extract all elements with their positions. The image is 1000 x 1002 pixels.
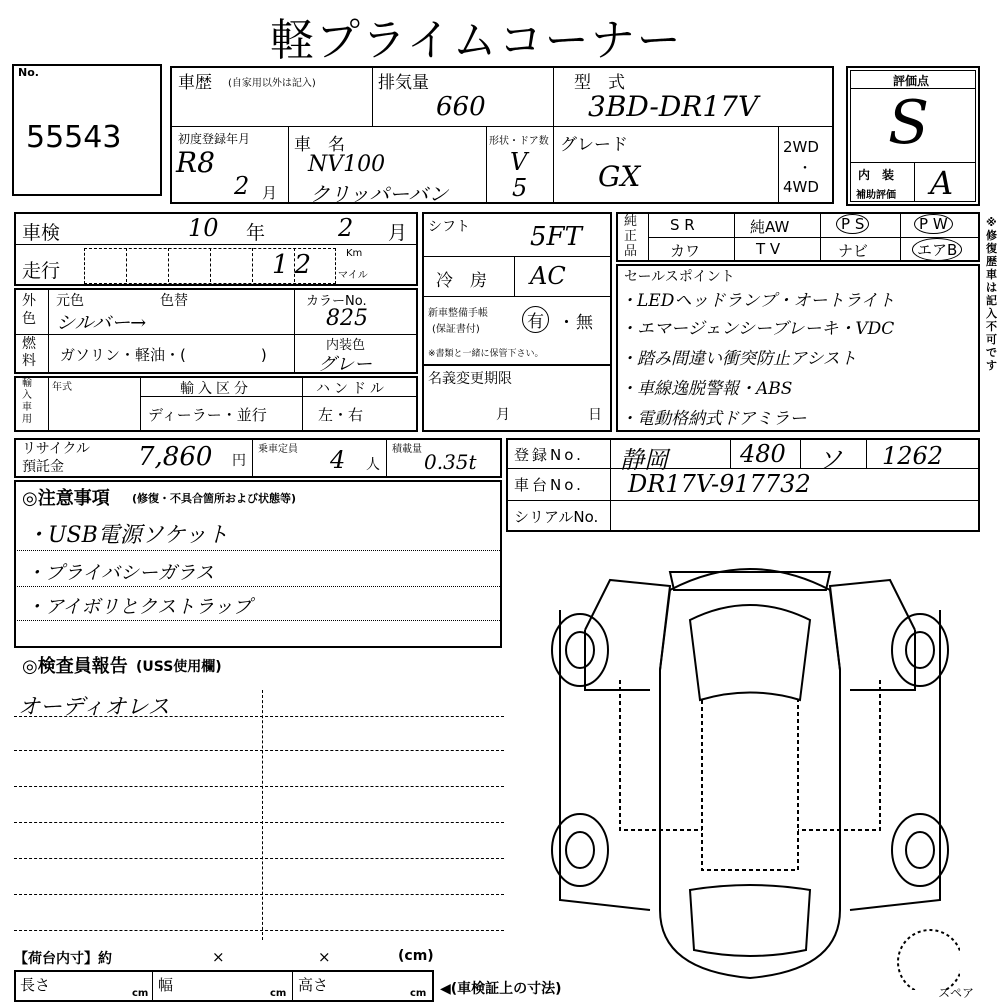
name-change-label: 名義変更期限 (428, 371, 512, 387)
inspection-month: 2 (338, 214, 354, 242)
score-value: S (888, 88, 930, 158)
equip-navi: ナビ (838, 242, 869, 260)
note-3: ・アイボリとクストラップ (26, 596, 252, 618)
chassis-value: DR17V-917732 (628, 470, 811, 498)
first-reg-month-unit: 月 (262, 184, 278, 202)
import-category-label: 輸入区分 (180, 381, 252, 397)
interior-score-label1: 内 装 (858, 168, 895, 182)
color-side-label: 外色 (22, 293, 36, 327)
history-note: (自家用以外は記入) (228, 78, 316, 89)
side-note: ※修復歴車は記入不可です (986, 216, 997, 372)
dims-note: ◀(車検証上の寸法) (440, 981, 562, 997)
handle-value: 左・右 (318, 406, 364, 424)
color-code-label: カラーNo. (306, 294, 367, 309)
equip-tv: T V (756, 240, 781, 258)
registration-class: 480 (740, 440, 786, 468)
manual-yes: 有 (522, 306, 549, 333)
mileage-unit-mile: マイル (338, 270, 368, 281)
manual-no: 無 (576, 313, 593, 333)
inspector-label: ◎検査員報告 (22, 656, 128, 677)
chassis-label: 車台No. (514, 476, 584, 494)
equip-airbag: エアB (912, 238, 962, 261)
import-side-label: 輸入車用 (22, 378, 32, 425)
color-value: シルバー→ (56, 312, 147, 334)
note-1: ・USB電源ソケット (26, 523, 229, 548)
manual-note: ※書類と一緒に保管下さい。 (428, 349, 544, 359)
lot-no-label: No. (18, 66, 39, 79)
load-value: 0.35t (424, 450, 477, 474)
shape-value: V (510, 148, 528, 176)
first-reg-month: 2 (234, 172, 250, 200)
dims-width-cm: cm (270, 988, 287, 999)
first-reg-label: 初度登録年月 (178, 132, 251, 146)
serial-label: シリアルNo. (514, 508, 599, 526)
cargo-x2: × (318, 948, 331, 966)
grade-label: グレード (560, 135, 628, 155)
sales-points-label: セールスポイント (624, 269, 735, 285)
fuel-options: ガソリン・軽油・( ) (60, 346, 267, 364)
notes-sub: (修復・不具合箇所および状態等) (132, 492, 297, 505)
mileage-label: 走行 (22, 260, 61, 282)
inspection-year-unit: 年 (246, 222, 266, 244)
sales-point-4: ・車線逸脱警報・ABS (620, 379, 793, 399)
dims-width: 幅 (158, 976, 174, 994)
drive-dot: ・ (798, 161, 812, 177)
shift-value: 5FT (530, 222, 582, 252)
capacity-label: 乗車定員 (258, 444, 298, 455)
drive-2wd: 2WD (783, 138, 819, 156)
fuel-side-label: 燃料 (22, 336, 36, 369)
car-name-line1: NV100 (308, 152, 386, 177)
displacement-value: 660 (436, 92, 486, 122)
dims-length-cm: cm (132, 988, 149, 999)
name-change-month: 月 (496, 407, 510, 423)
cargo-x1: × (212, 948, 225, 966)
interior-color-label: 内装色 (326, 338, 366, 353)
shift-label: シフト (428, 219, 470, 235)
inspection-label: 車検 (22, 222, 61, 244)
registration-kana: ソ (818, 446, 842, 474)
manual-label2: (保証書付) (432, 324, 480, 335)
sales-point-2: ・エマージェンシーブレーキ・VDC (620, 319, 895, 339)
displacement-label: 排気量 (378, 73, 429, 93)
mileage-value: 12 (272, 250, 318, 280)
capacity-unit: 人 (366, 457, 380, 473)
ac-value: AC (530, 262, 566, 290)
equip-jun-aw: 純AW (750, 218, 790, 236)
capacity-value: 4 (330, 446, 346, 474)
recycle-label1: リサイクル (22, 441, 91, 457)
model-value: 3BD-DR17V (588, 90, 759, 123)
ac-label: 冷 房 (436, 271, 487, 291)
score-label: 評価点 (893, 74, 930, 88)
car-diagram (540, 550, 960, 990)
manual-label1: 新車整備手帳 (428, 308, 488, 319)
inspector-text: オーディオレス (18, 695, 170, 720)
page-title: 軽プライムコーナー (270, 15, 683, 66)
note-2: ・プライバシーガラス (26, 562, 215, 584)
inspection-year: 10 (188, 214, 219, 242)
color-code: 825 (326, 306, 368, 331)
equip-sr: S R (670, 216, 695, 234)
car-name-line2: クリッパーバン (310, 182, 449, 206)
doors-value: 5 (512, 174, 528, 202)
sales-point-1: ・LEDヘッドランプ・オートライト (620, 291, 895, 311)
manual-sep: ・ (558, 313, 575, 333)
lot-number: 55543 (26, 120, 122, 155)
equip-jun-label: 純正品 (624, 214, 638, 259)
notes-label: ◎注意事項 (22, 488, 110, 509)
cargo-unit: (cm) (398, 948, 434, 964)
equip-pw: P W (914, 214, 953, 234)
inspection-month-unit: 月 (388, 222, 408, 244)
sales-point-5: ・電動格納式ドアミラー (620, 409, 807, 429)
lot-number-box (12, 64, 162, 196)
recycle-value: 7,860 (138, 442, 213, 472)
equip-leather: カワ (670, 242, 701, 260)
mileage-unit-km: Km (346, 248, 363, 259)
load-label: 積載量 (392, 444, 422, 455)
equip-ps: P S (836, 214, 869, 234)
recycle-label2: 預託金 (22, 459, 64, 475)
name-change-day: 日 (588, 407, 602, 423)
interior-color-value: グレー (318, 354, 372, 375)
interior-score-label2: 補助評価 (856, 190, 896, 201)
recycle-unit: 円 (232, 453, 246, 469)
import-year-label: 年式 (52, 382, 72, 393)
dims-length: 長さ (20, 976, 51, 994)
registration-place: 静岡 (620, 446, 668, 474)
drive-4wd: 4WD (783, 178, 819, 196)
history-label: 車歴 (178, 73, 212, 93)
inspector-sub: (USS使用欄) (136, 659, 222, 675)
handle-label: ハンドル (316, 381, 388, 397)
import-category: ディーラー・並行 (148, 406, 267, 424)
dims-height-cm: cm (410, 988, 427, 999)
sales-point-3: ・踏み間違い衝突防止アシスト (620, 349, 857, 369)
car-name-label: 車 名 (294, 135, 345, 155)
color-change-label: 色替 (160, 293, 188, 309)
grade-value: GX (598, 160, 641, 193)
registration-label: 登録No. (514, 446, 584, 464)
registration-number: 1262 (882, 442, 944, 470)
model-label: 型 式 (574, 73, 625, 93)
dims-height: 高さ (298, 976, 329, 994)
first-reg-year: R8 (176, 146, 215, 179)
cargo-label: 【荷台内寸】約 (14, 951, 112, 967)
interior-score-value: A (930, 164, 954, 202)
shape-label: 形状・ドア数 (489, 136, 549, 147)
color-orig-label: 元色 (56, 293, 84, 309)
spare-label: スペア (938, 986, 975, 1000)
dims-grid (14, 970, 434, 1002)
